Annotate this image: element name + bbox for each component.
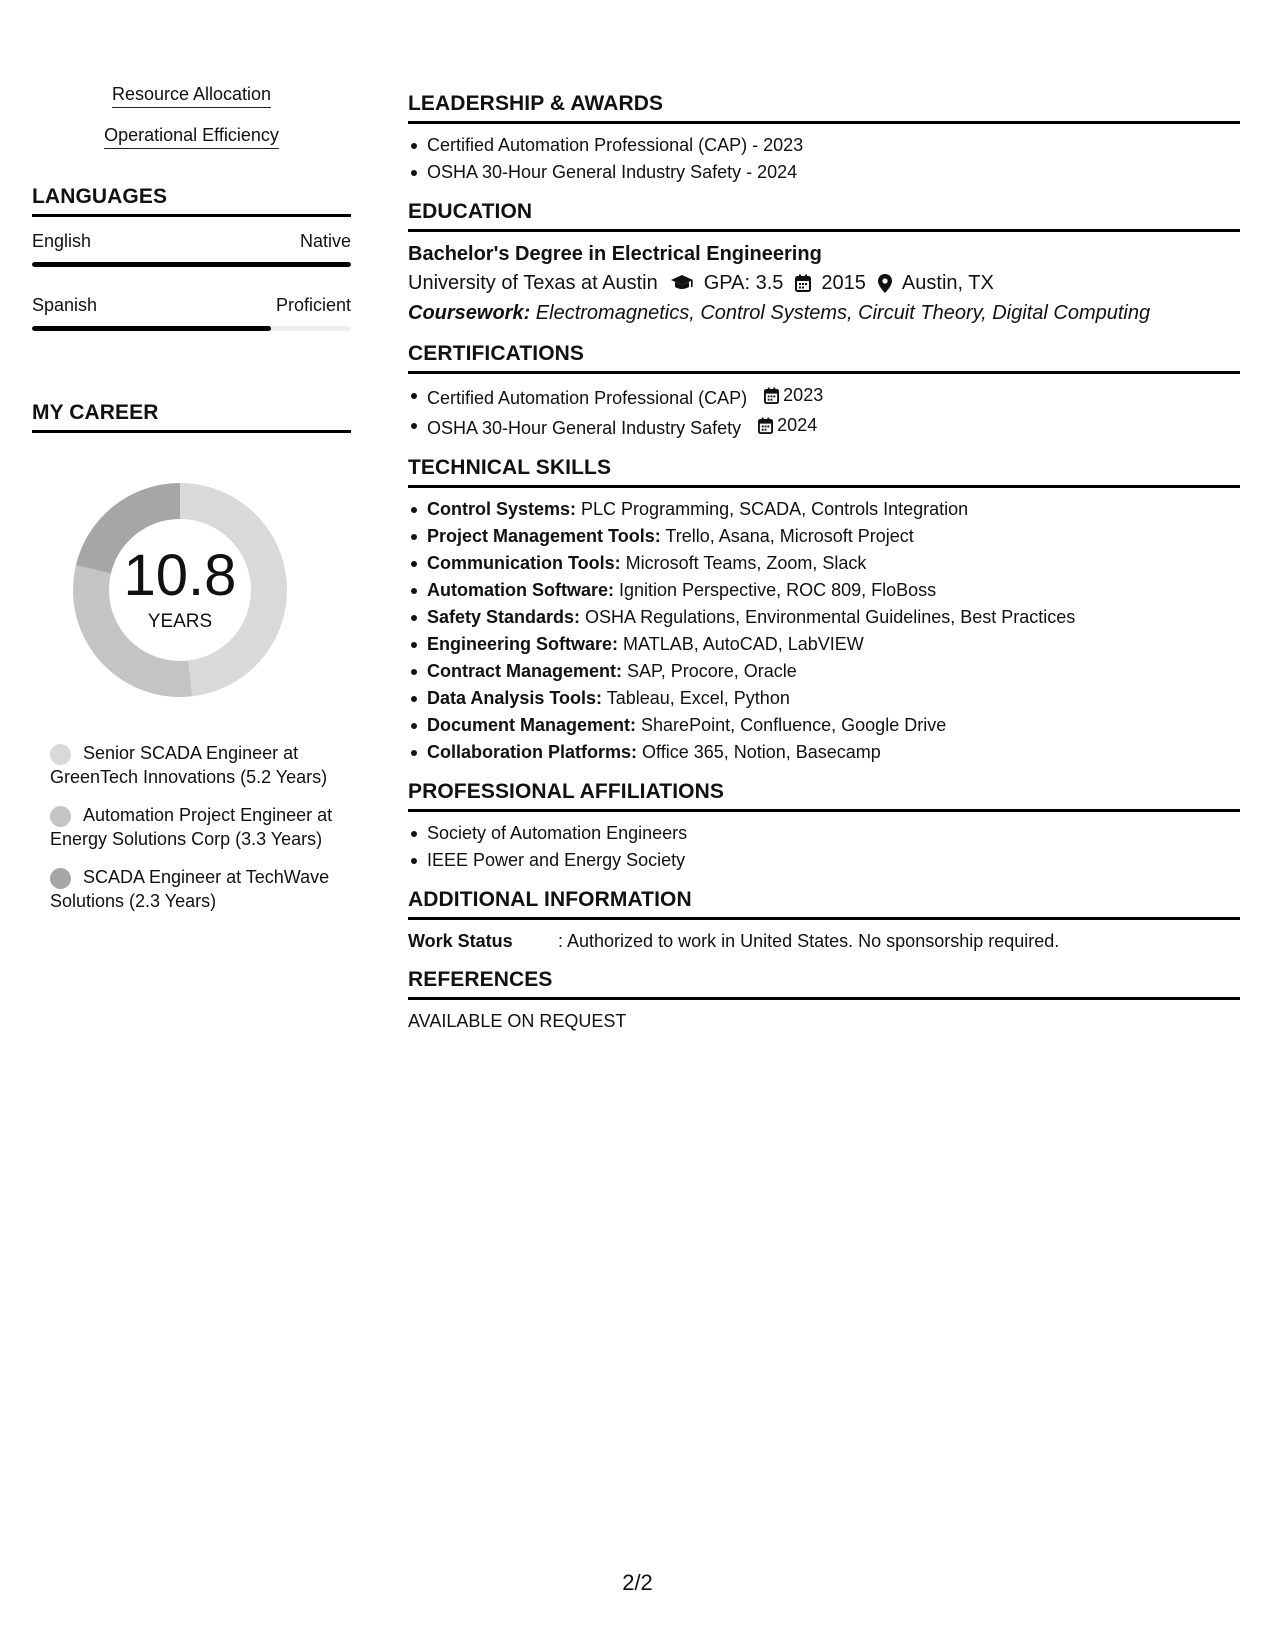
section-title-additional: ADDITIONAL INFORMATION [408, 888, 1240, 920]
section-title-affiliations: PROFESSIONAL AFFILIATIONS [408, 780, 1240, 812]
list-item: Communication Tools: Microsoft Teams, Zoom, Slack [408, 550, 1240, 577]
list-item: Society of Automation Engineers [408, 820, 1240, 847]
career-legend [32, 741, 351, 913]
career-years-label: YEARS [147, 611, 213, 632]
career-total-years: 10.8 [123, 543, 237, 608]
list-item: Control Systems: PLC Programming, SCADA, Controls Integration [408, 496, 1240, 523]
affiliations-section [408, 780, 1240, 874]
list-item: Safety Standards: OSHA Regulations, Environmental Guidelines, Best Practices [408, 604, 1240, 631]
section-title-certifications: CERTIFICATIONS [408, 342, 1240, 374]
section-title-education: EDUCATION [408, 200, 1240, 232]
graduation-cap-icon [670, 274, 694, 292]
calendar-icon [795, 274, 811, 292]
certification-year: 2023 [783, 385, 824, 405]
list-item: Engineering Software: MATLAB, AutoCAD, LabVIEW [408, 631, 1240, 658]
language-name: English [32, 231, 92, 251]
additional-info-section [408, 888, 1240, 954]
language-bar [32, 326, 351, 331]
coursework: Coursework: Electromagnetics, Control Systems, Circuit Theory, Digital Computing [408, 302, 1151, 324]
list-item: Document Management: SharePoint, Confluence, Google Drive [408, 712, 1240, 739]
references-section [408, 968, 1240, 1034]
legend-dot [50, 744, 71, 765]
legend-dot [50, 868, 71, 889]
section-title-career: MY CAREER [32, 401, 351, 433]
language-bar-fill [32, 262, 351, 267]
career-legend-item: Automation Project Engineer at Energy Solutions Corp (3.3 Years) [50, 805, 333, 849]
language-level: Proficient [275, 295, 351, 315]
section-title-languages: LANGUAGES [32, 185, 351, 217]
page-number: 2/2 [622, 1570, 653, 1595]
school-name: University of Texas at Austin [408, 272, 658, 294]
graduation-year: 2015 [821, 272, 866, 294]
section-title-references: REFERENCES [408, 968, 1240, 1000]
leadership-section [408, 92, 1240, 186]
calendar-icon [764, 387, 779, 404]
right-column [408, 92, 1240, 1048]
language-item [32, 295, 351, 331]
section-title-leadership: LEADERSHIP & AWARDS [408, 92, 1240, 124]
career-donut [65, 475, 295, 705]
work-status-value: : Authorized to work in United States. No sponsorship required. [558, 931, 1060, 951]
list-item: Certified Automation Professional (CAP) 2023 [408, 382, 1240, 412]
list-item: Data Analysis Tools: Tableau, Excel, Python [408, 685, 1240, 712]
list-item: IEEE Power and Energy Society [408, 847, 1240, 874]
languages-section [32, 185, 351, 331]
list-item: OSHA 30-Hour General Industry Safety 2024 [408, 412, 1240, 442]
technical-skills-section [408, 456, 1240, 766]
education-section [408, 200, 1240, 328]
gpa: GPA: 3.5 [703, 272, 784, 294]
left-column [32, 84, 351, 927]
degree-title: Bachelor's Degree in Electrical Engineering [408, 243, 822, 265]
skill-tag: Operational Efficiency [32, 125, 351, 149]
section-title-skills: TECHNICAL SKILLS [408, 456, 1240, 488]
skill-tag: Resource Allocation [32, 84, 351, 108]
list-item: Automation Software: Ignition Perspective, ROC 809, FloBoss [408, 577, 1240, 604]
references-text: AVAILABLE ON REQUEST [408, 1011, 627, 1031]
career-legend-item: Senior SCADA Engineer at GreenTech Innovations (5.2 Years) [50, 743, 328, 787]
education-details [408, 268, 1240, 298]
location-pin-icon [878, 274, 892, 293]
language-bar [32, 262, 351, 267]
career-legend-item: SCADA Engineer at TechWave Solutions (2.3 Years) [50, 867, 330, 911]
list-item: Certified Automation Professional (CAP) - 2023 [408, 132, 1240, 159]
list-item: Project Management Tools: Trello, Asana, Microsoft Project [408, 523, 1240, 550]
certification-year: 2024 [777, 415, 818, 435]
language-item [32, 231, 351, 267]
language-bar-fill [32, 326, 271, 331]
legend-dot [50, 806, 71, 827]
language-name: Spanish [32, 295, 98, 315]
list-item: Collaboration Platforms: Office 365, Notion, Basecamp [408, 739, 1240, 766]
language-level: Native [299, 231, 351, 251]
calendar-icon [758, 417, 773, 434]
certifications-section [408, 342, 1240, 442]
work-status-row [408, 928, 1240, 954]
work-status-label: Work Status [408, 931, 513, 951]
education-location: Austin, TX [901, 272, 994, 294]
list-item: OSHA 30-Hour General Industry Safety - 2024 [408, 159, 1240, 186]
list-item: Contract Management: SAP, Procore, Oracle [408, 658, 1240, 685]
career-section [32, 401, 351, 913]
